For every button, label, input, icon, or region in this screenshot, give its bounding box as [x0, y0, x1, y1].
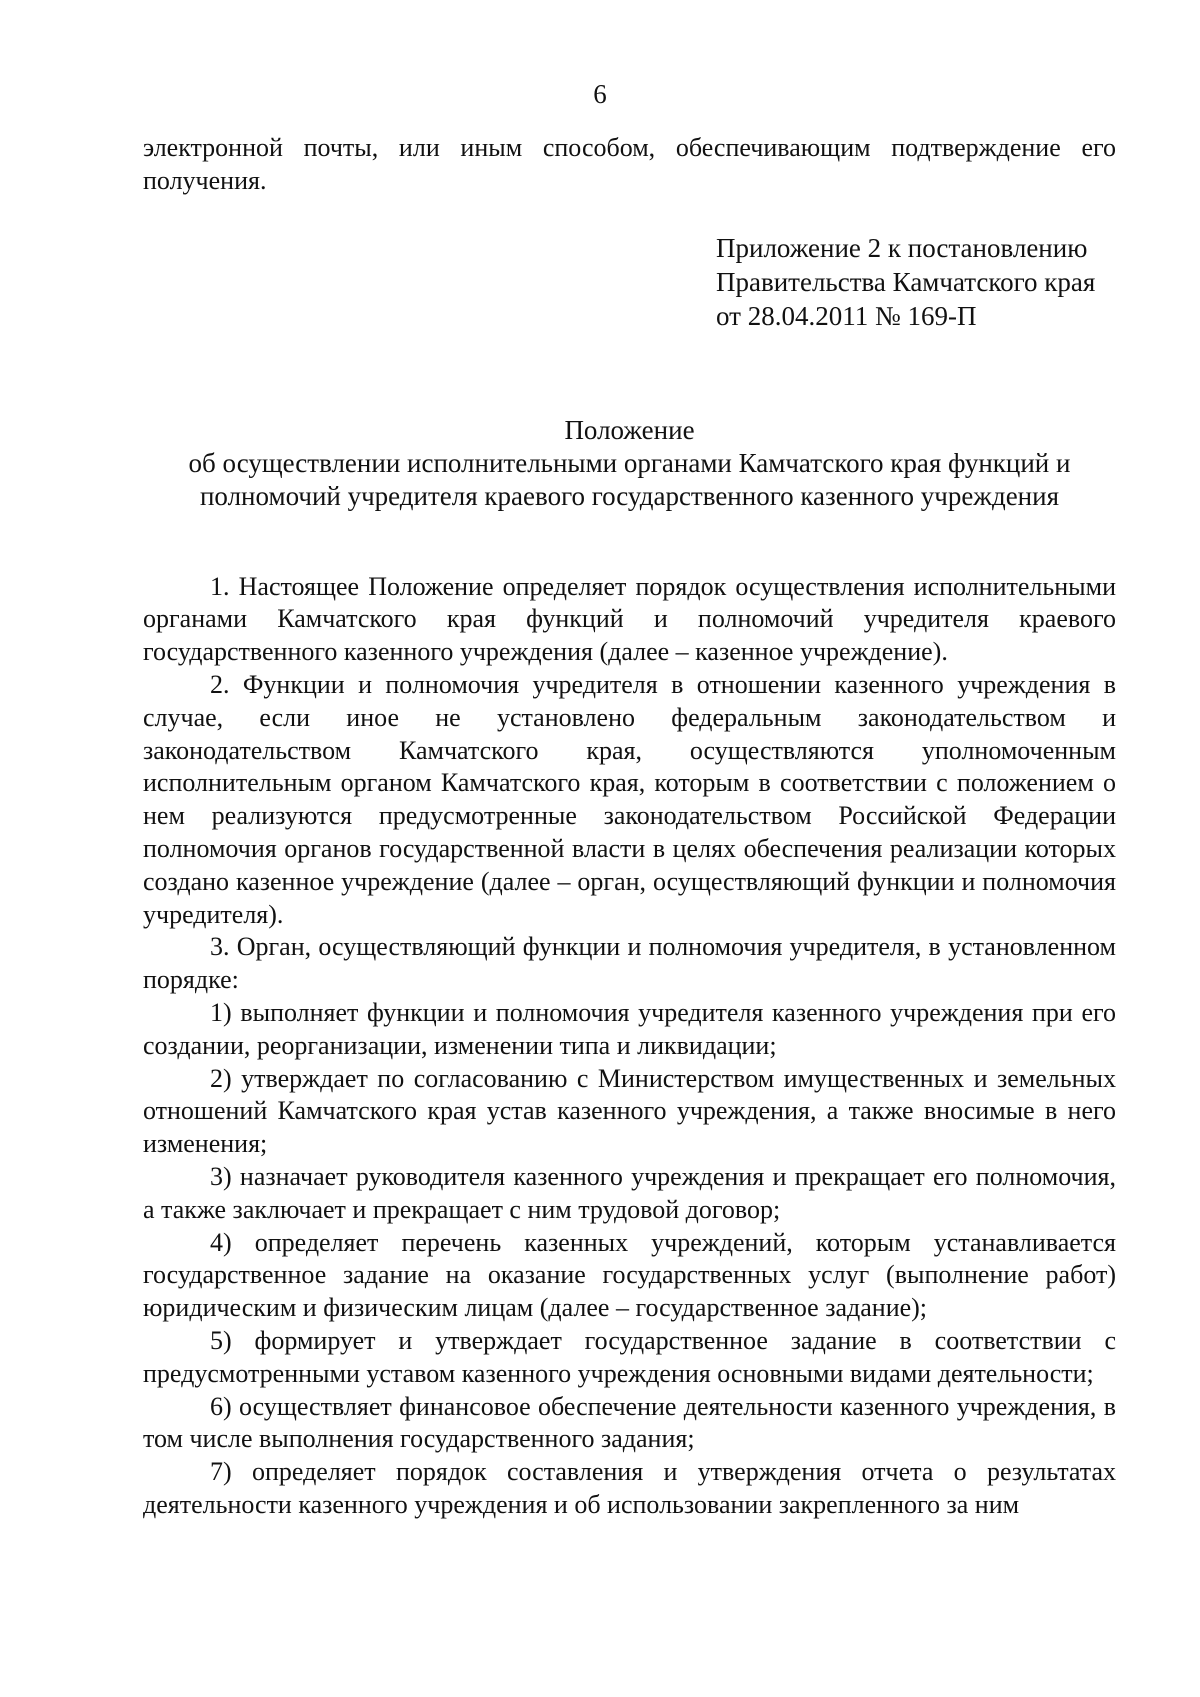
appendix-line: Правительства Камчатского края [716, 266, 1096, 297]
list-item: 1) выполняет функции и полномочия учредителя казенного учреждения при его создании, реорганизации, изменении типа и ликвидации; [143, 997, 1116, 1060]
list-item: 3) назначает руководителя казенного учреждения и прекращает его полномочия, а также заключает и прекращает с ним трудовой договор; [143, 1161, 1116, 1224]
document-title [143, 414, 1116, 513]
appendix-line: Приложение 2 к постановлению [716, 232, 1088, 263]
paragraph: 1. Настоящее Положение определяет порядок осуществления исполнительными органами Камчатского края функций и полномочий учредителя краевого государственного казенного учреждения (далее – казенное учреждение). [143, 571, 1116, 667]
appendix-line: от 28.04.2011 № 169-П [716, 300, 977, 331]
list-item: 5) формирует и утверждает государственное задание в соответствии с предусмотренными уставом казенного учреждения основными видами деятельности; [143, 1325, 1116, 1388]
list-item: 4) определяет перечень казенных учреждений, которым устанавливается государственное задание на оказание государственных услуг (выполнение работ) юридическим и физическим лицам (далее – государственное задание); [143, 1227, 1116, 1323]
title-subtitle-line: об осуществлении исполнительными органами Камчатского края функций и [188, 447, 1071, 478]
page-number: 6 [593, 79, 607, 109]
list-item: 6) осуществляет финансовое обеспечение деятельности казенного учреждения, в том числе выполнения государственного задания; [143, 1391, 1116, 1454]
body-text [143, 571, 1116, 1522]
list-item: 7) определяет порядок составления и утверждения отчета о результатах деятельности казенного учреждения и об использовании закрепленного за ним [143, 1457, 1116, 1519]
list-item: 2) утверждает по согласованию с Министерством имущественных и земельных отношений Камчатского края устав казенного учреждения, а также вносимые в него изменения; [143, 1063, 1116, 1159]
paragraph: 2. Функции и полномочия учредителя в отношении казенного учреждения в случае, если иное не установлено федеральным законодательством и законодательством Камчатского края, осуществляются уполномоченным исполнительным органом Камчатского края, которым в соответствии с положением о нем реализуются предусмотренные законодательством Российской Федерации полномочия органов государственной власти в целях обеспечения реализации которых создано казенное учреждение (далее – орган, осуществляющий функции и полномочия учредителя). [143, 669, 1116, 929]
page-content [143, 132, 1116, 1522]
paragraph: 3. Орган, осуществляющий функции и полномочия учредителя, в установленном порядке: [143, 932, 1116, 995]
intro-continuation: электронной почты, или иным способом, обеспечивающим подтверждение его получения. [143, 133, 1116, 195]
appendix-reference [716, 231, 1126, 333]
title-subtitle-line: полномочий учредителя краевого государственного казенного учреждения [199, 480, 1060, 511]
title-heading: Положение [564, 414, 695, 445]
